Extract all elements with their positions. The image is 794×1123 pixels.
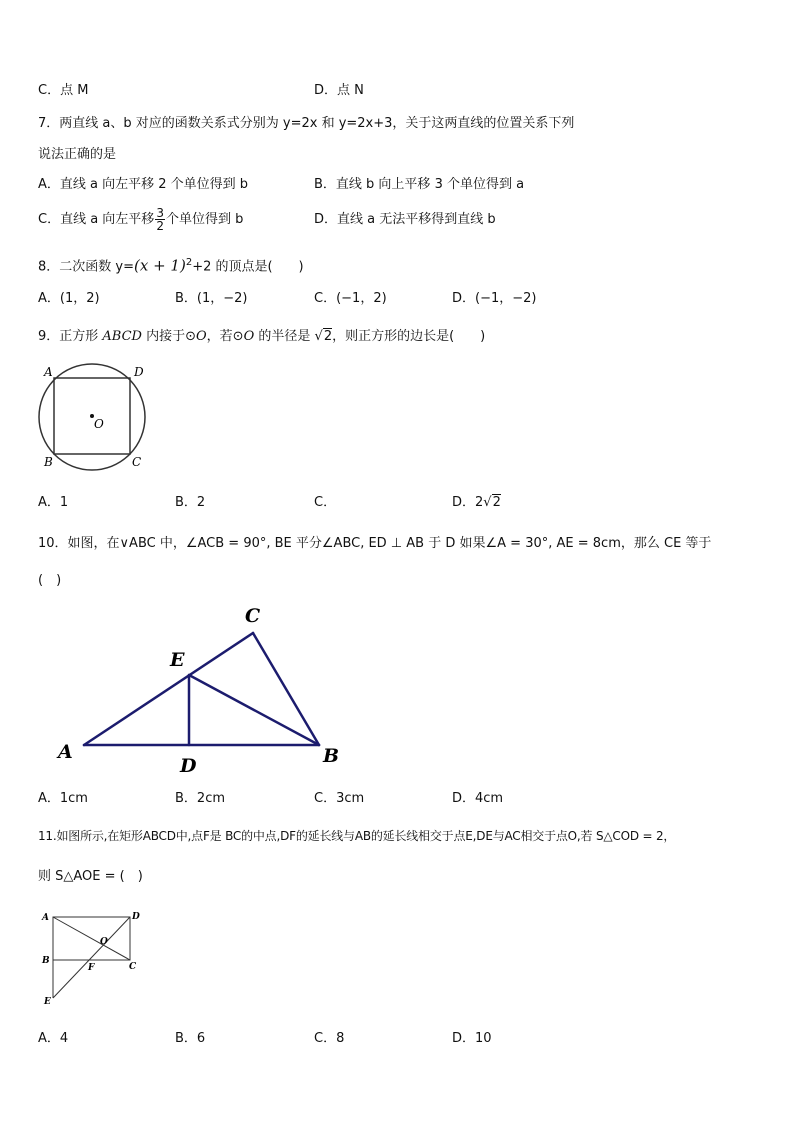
q11-label-b: B	[42, 956, 50, 966]
q9-stem-post: ，则正方形的边长是( )	[332, 329, 486, 344]
q10-option-c: C．3cm	[314, 791, 365, 806]
q7-stem-line2: 说法正确的是	[38, 147, 117, 162]
q9-stem-o1: O	[196, 329, 207, 344]
q10-option-b: B．2cm	[175, 791, 226, 806]
q11-label-c: C	[129, 962, 137, 972]
q11-label-d: D	[132, 912, 140, 922]
q8-stem	[38, 255, 304, 275]
q9-stem-o2: O	[243, 329, 255, 344]
q9-label-o: O	[94, 417, 104, 431]
q9-label-b: B	[44, 455, 53, 469]
q9-option-b: B．2	[175, 495, 206, 510]
q9-figure-circle-square	[30, 360, 160, 475]
q7-fraction-denominator: 2	[156, 219, 164, 233]
q7-option-c-fraction	[155, 207, 165, 232]
q7-fraction-numerator: 3	[156, 206, 164, 220]
q7-option-a: A．直线 a 向左平移 2 个单位得到 b	[38, 177, 249, 192]
q11-segment-de	[53, 917, 130, 998]
q11-label-f: F	[88, 963, 95, 973]
q7-option-b: B．直线 b 向上平移 3 个单位得到 a	[314, 177, 525, 192]
q9-stem-sqrt: 2	[323, 329, 333, 344]
q11-label-a: A	[42, 913, 49, 923]
q9-option-d-sqrt: 2	[492, 495, 501, 510]
q8-option-a: A．(1，2)	[38, 291, 100, 306]
q10-stem-line1: 10．如图，在∨ABC 中，∠ACB = 90°, BE 平分∠ABC, ED ⊥ AB 于 D 如果∠A = 30°, AE = 8cm，那么 CE 等于	[38, 536, 712, 551]
q10-segment-ac	[84, 633, 253, 745]
q7-option-c-post: 个单位得到 b	[165, 212, 244, 227]
q11-option-c: C．8	[314, 1031, 345, 1046]
q11-figure-rectangle	[38, 908, 148, 1008]
q8-option-d: D．(−1，−2)	[452, 291, 537, 306]
q9-stem-mid: 内接于⊙	[141, 329, 196, 344]
q11-option-b: B．6	[175, 1031, 206, 1046]
q10-option-d: D．4cm	[452, 791, 504, 806]
q9-stem-mid3: 的半径是	[254, 329, 315, 344]
q9-label-d: D	[134, 365, 144, 379]
q11-option-d: D．10	[452, 1031, 492, 1046]
q6-option-d: D．点 N	[314, 83, 364, 98]
q8-stem-pre: 8．二次函数 y=	[38, 259, 134, 275]
q11-label-o: O	[100, 937, 108, 947]
q10-stem-line2: ( )	[38, 573, 62, 588]
q11-label-e: E	[44, 997, 51, 1007]
q10-label-e: E	[170, 649, 185, 671]
q9-option-d: D．2√2	[452, 495, 501, 510]
q11-segment-ac	[53, 917, 130, 960]
q9-stem-abcd: ABCD	[102, 329, 142, 344]
q6-option-c: C．点 M	[38, 83, 89, 98]
q10-label-b: B	[323, 745, 340, 767]
q7-option-c-pre: C．直线 a 向左平移	[38, 212, 155, 227]
q8-stem-exponent: 2	[185, 257, 193, 268]
q7-option-c	[38, 205, 243, 235]
q9-option-a: A．1	[38, 495, 69, 510]
q11-stem-line2: 则 S△AOE = ( )	[38, 869, 143, 884]
q9-option-c: C．	[314, 495, 337, 510]
q9-label-c: C	[132, 455, 142, 469]
q8-option-b: B．(1，−2)	[175, 291, 248, 306]
q11-option-a: A．4	[38, 1031, 69, 1046]
q9-option-d-pre: D．2	[452, 495, 484, 510]
q10-label-a: A	[58, 741, 73, 763]
q8-stem-post: +2 的顶点是( )	[192, 259, 304, 275]
q9-stem-pre: 9．正方形	[38, 329, 103, 344]
q10-figure-triangle	[50, 600, 360, 780]
q11-stem-line1: 11.如图所示,在矩形ABCD中,点F是 BC的中点,DF的延长线与AB的延长线相交于点E,DE与AC相交于点O,若 S△COD = 2，	[38, 829, 676, 843]
q10-option-a: A．1cm	[38, 791, 88, 806]
q10-label-c: C	[245, 605, 261, 627]
q10-label-d: D	[180, 755, 197, 777]
q9-label-a: A	[44, 365, 53, 379]
q9-stem: 9．正方形 ABCD 内接于⊙O，若⊙O 的半径是 √2，则正方形的边长是( )	[38, 329, 486, 344]
q7-option-d: D．直线 a 无法平移得到直线 b	[314, 212, 496, 227]
q9-stem-mid2: ，若⊙	[206, 329, 244, 344]
q7-stem-line1: 7．两直线 a、b 对应的函数关系式分别为 y=2x 和 y=2x+3，关于这两直线的位置关系下列	[38, 116, 575, 131]
q8-stem-expression: (x + 1)	[134, 256, 186, 275]
q8-option-c: C．(−1，2)	[314, 291, 387, 306]
